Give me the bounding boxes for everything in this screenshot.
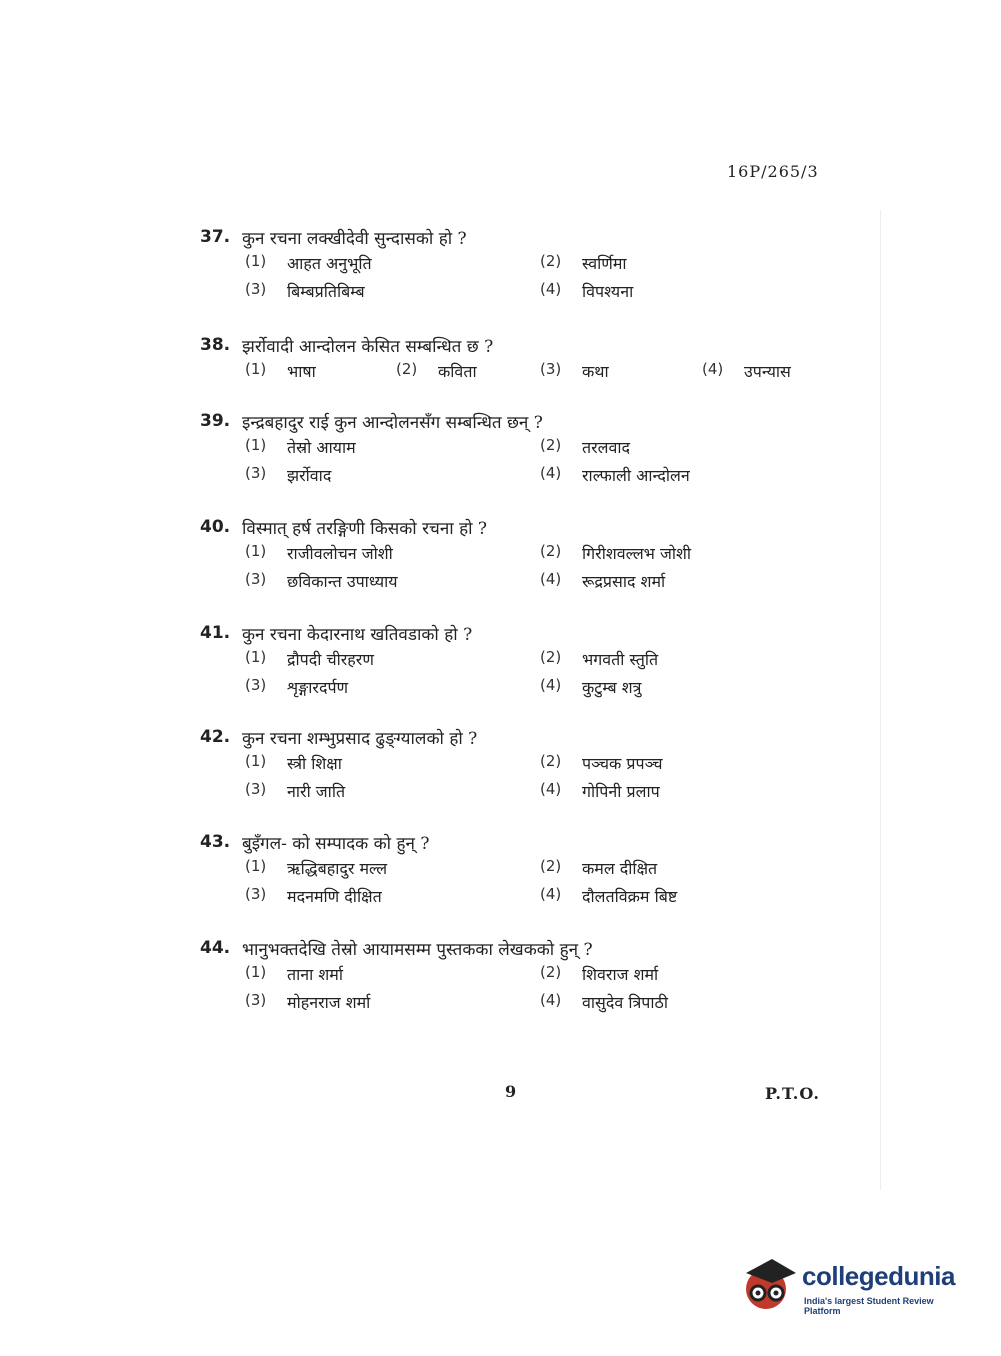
option-2: (2) भगवती स्तुति [540,648,659,669]
option-4: (4) वासुदेव त्रिपाठी [540,991,668,1012]
question-43 [200,827,820,915]
option-1: (1) तेस्रो आयाम [245,436,356,457]
option-2: (2) स्वर्णिमा [540,252,627,273]
option-3: (3) झर्रोवाद [245,464,332,485]
option-3: (3) कथा [540,360,609,381]
logo-name: collegedunia [802,1261,955,1291]
option-1: (1) ताना शर्मा [245,963,343,984]
question-number: 41. [200,623,231,643]
mascot-icon [742,1255,798,1315]
question-text: विस्मात् हर्ष तरङ्गिणी किसको रचना हो ? [242,518,488,539]
question-text: कुन रचना शम्भुप्रसाद ढुङ्ग्यालको हो ? [242,728,478,749]
question-41 [200,618,820,706]
question-38 [200,330,820,390]
question-number: 39. [200,411,231,431]
question-40 [200,512,820,600]
option-2: (2) कविता [396,360,477,381]
option-4: (4) कुटुम्ब शत्रु [540,676,642,697]
question-number: 43. [200,832,231,852]
option-1: (1) ऋद्धिबहादुर मल्ल [245,857,388,878]
option-3: (3) मोहनराज शर्मा [245,991,371,1012]
option-4: (4) विपश्यना [540,280,634,301]
question-text: कुन रचना केदारनाथ खतिवडाको हो ? [242,624,473,645]
question-number: 37. [200,227,231,247]
option-4: (4) उपन्यास [702,360,791,381]
option-2: (2) कमल दीक्षित [540,857,658,878]
logo-tagline: India's largest Student Review Platform [804,1296,934,1316]
option-2: (2) शिवराज शर्मा [540,963,659,984]
option-4: (4) गोपिनी प्रलाप [540,780,660,801]
option-4: (4) रूद्रप्रसाद शर्मा [540,570,666,591]
question-39 [200,406,820,494]
option-2: (2) गिरीशवल्लभ जोशी [540,542,692,563]
collegedunia-logo[interactable] [742,1255,972,1315]
option-3: (3) बिम्बप्रतिबिम्ब [245,280,365,301]
option-1: (1) द्रौपदी चीरहरण [245,648,374,669]
option-4: (4) दौलतविक्रम बिष्ट [540,885,678,906]
question-text: भानुभक्तदेखि तेस्रो आयामसम्म पुस्तकका लेखकको हुन् ? [242,939,593,960]
question-text: झर्रोवादी आन्दोलन केसित सम्बन्धित छ ? [242,336,494,357]
option-1: (1) भाषा [245,360,316,381]
option-3: (3) नारी जाति [245,780,346,801]
question-text: कुन रचना लक्खीदेवी सुन्दासको हो ? [242,228,467,249]
option-1: (1) राजीवलोचन जोशी [245,542,393,563]
option-4: (4) राल्फाली आन्दोलन [540,464,690,485]
paper-code: 16P/265/3 [727,162,819,181]
question-number: 42. [200,727,231,747]
scan-edge-line [880,210,881,1190]
question-text: इन्द्रबहादुर राई कुन आन्दोलनसँग सम्बन्धित छन् ? [242,412,543,433]
question-42 [200,722,820,810]
option-3: (3) मदनमणि दीक्षित [245,885,382,906]
question-44 [200,933,820,1021]
pto-label: P.T.O. [765,1084,820,1103]
option-2: (2) तरलवाद [540,436,631,457]
page-number: 9 [505,1082,517,1101]
option-3: (3) छविकान्त उपाध्याय [245,570,398,591]
question-37 [200,222,820,310]
question-number: 40. [200,517,231,537]
question-text: बुइँगल- को सम्पादक को हुन् ? [242,833,430,854]
option-1: (1) आहत अनुभूति [245,252,372,273]
question-number: 44. [200,938,231,958]
option-3: (3) शृङ्गारदर्पण [245,676,349,697]
question-number: 38. [200,335,231,355]
option-2: (2) पञ्चक प्रपञ्च [540,752,663,773]
option-1: (1) स्त्री शिक्षा [245,752,342,773]
